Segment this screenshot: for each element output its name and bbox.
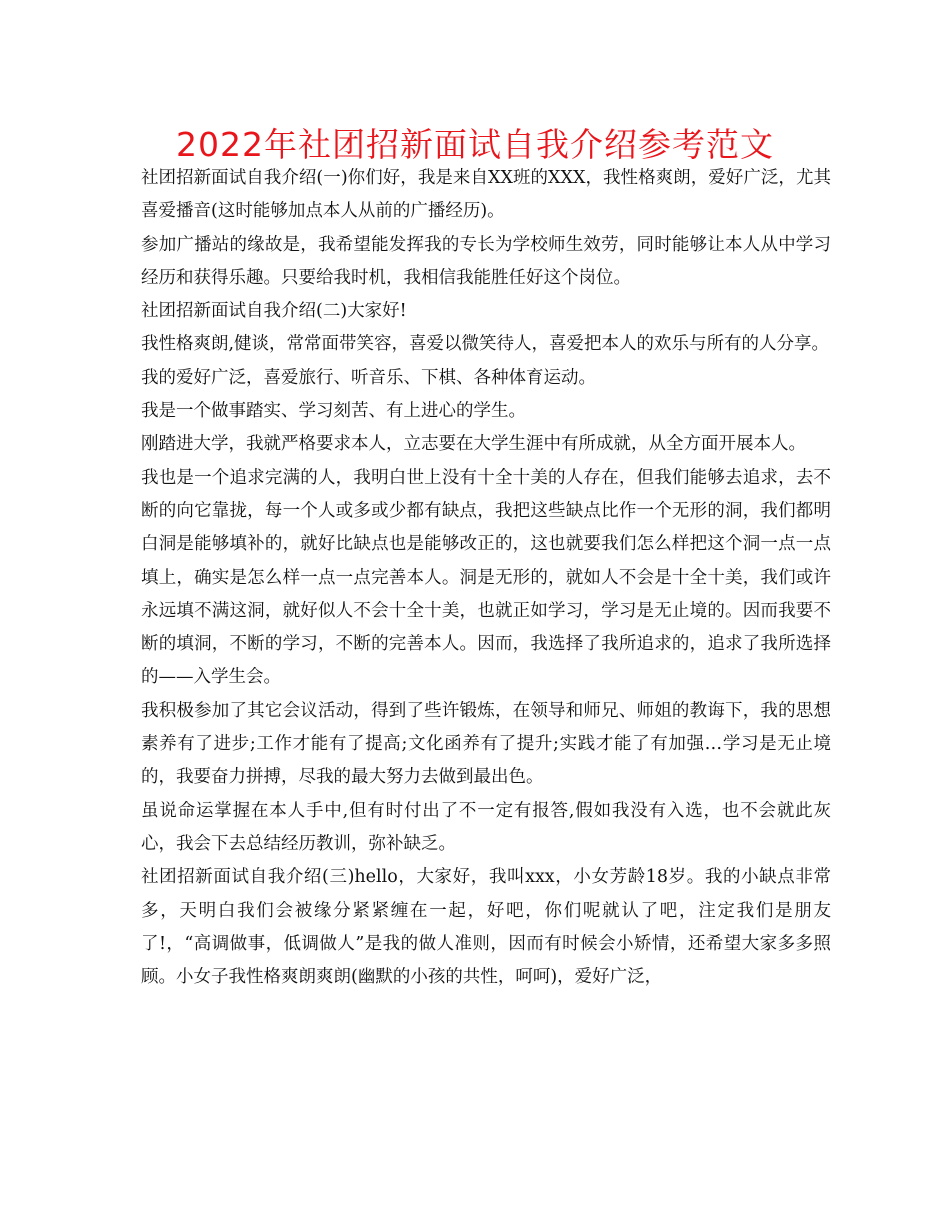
paragraph-student-quality: 我是一个做事踏实、学习刻苦、有上进心的学生。 [141,401,526,422]
paragraph-intro-one: 社团招新面试自我介绍(一)你们好，我是来自XX班的XXX，我性格爽朗，爱好广泛，尤其喜爱播音(这时能够加点本人从前的广播经历)。 [141,168,831,222]
paragraph-broadcast-reason: 参加广播站的缘故是，我希望能发挥我的专长为学校师生效劳，同时能够让本人从中学习经历和获得乐趣。只要给我时机，我相信我能胜任好这个岗位。 [141,234,831,288]
paragraph-university-goal: 刚踏进大学，我就严格要求本人，立志要在大学生涯中有所成就，从全方面开展本人。 [141,434,806,455]
paragraph-destiny: 虽说命运掌握在本人手中,但有时付出了不一定有报答,假如我没有入选，也不会就此灰心，我会下去总结经历教训，弥补缺乏。 [141,800,831,854]
paragraph-personality: 我性格爽朗,健谈，常常面带笑容，喜爱以微笑待人，喜爱把本人的欢乐与所有的人分享。 [141,334,830,355]
document-body [141,162,831,994]
document-title: 2022年社团招新面试自我介绍参考范文 [176,125,774,164]
paragraph-pursuit-perfection: 我也是一个追求完满的人，我明白世上没有十全十美的人存在，但我们能够去追求，去不断的向它靠拢，每一个人或多或少都有缺点，我把这些缺点比作一个无形的洞，我们都明白洞是能够填补的，就好比缺点也是能够改正的，这也就要我们怎么样把这个洞一点一点填上，确实是怎么样一点一点完善本人。洞是无形的，就如人不会是十全十美，我们或许永远填不满这洞，就好似人不会十全十美，也就正如学习，学习是无止境的。因而我要不断的填洞，不断的学习，不断的完善本人。因而，我选择了我所追求的，追求了我所选择的——入学生会。 [141,467,831,688]
paragraph-activities: 我积极参加了其它会议活动，得到了些许锻炼，在领导和师兄、师姐的教诲下，我的思想素养有了进步;工作才能有了提高;文化函养有了提升;实践才能了有加强…学习是无止境的，我要奋力拼搏，尽我的最大努力去做到最出色。 [141,700,831,788]
paragraph-intro-two-heading: 社团招新面试自我介绍(二)大家好! [141,301,407,322]
paragraph-hobbies: 我的爱好广泛，喜爱旅行、听音乐、下棋、各种体育运动。 [141,367,596,388]
paragraph-intro-three: 社团招新面试自我介绍(三)hello，大家好，我叫xxx，小女芳龄18岁。我的小缺点非常多，天明白我们会被缘分紧紧缠在一起，好吧，你们呢就认了吧，注定我们是朋友了!，“高调做事，低调做人”是我的做人准则，因而有时候会小矫情，还希望大家多多照顾。小女子我性格爽朗爽朗(幽默的小孩的共性，呵呵)，爱好广泛， [141,867,831,988]
